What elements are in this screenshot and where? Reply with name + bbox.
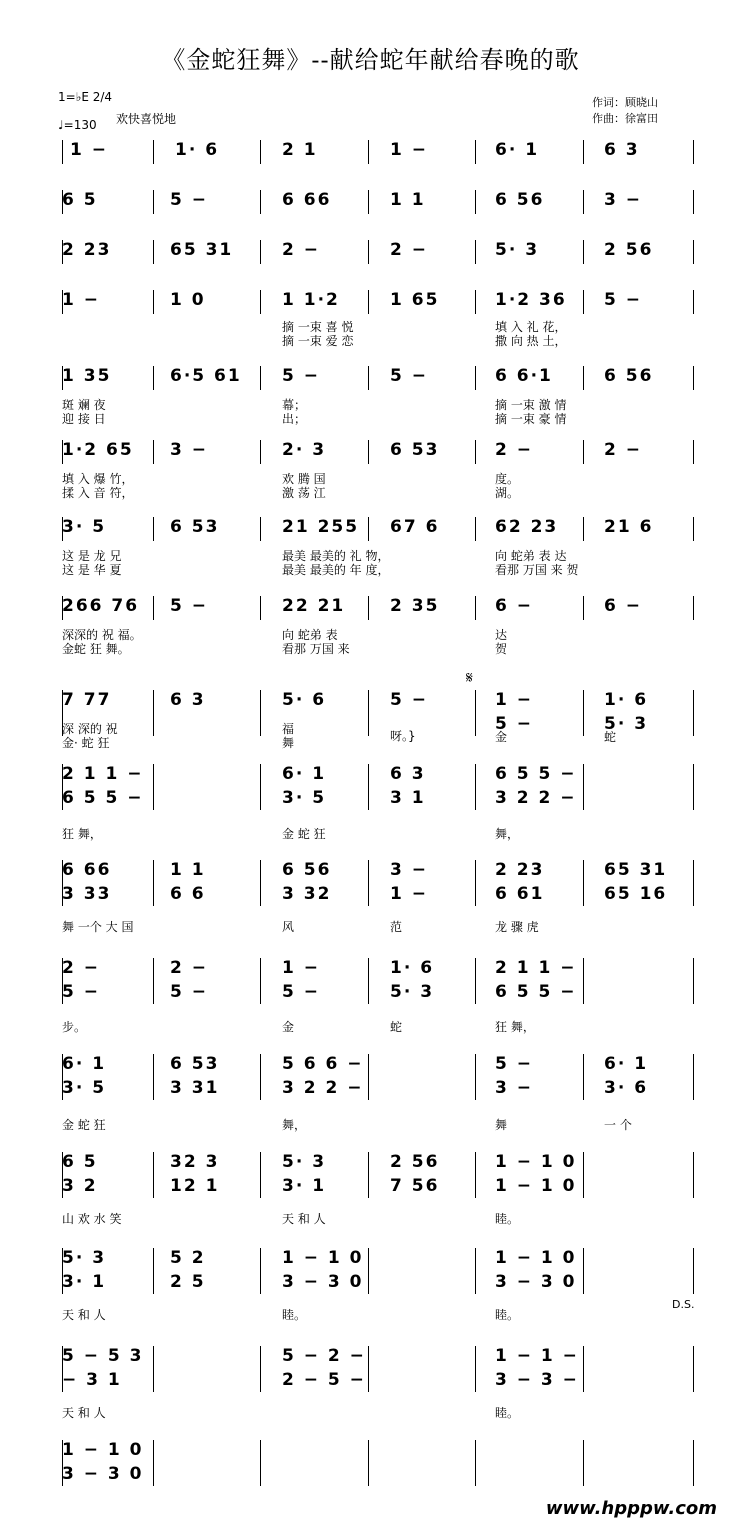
note-group: 2 1 [282,140,318,160]
bar-line [260,1346,261,1392]
bar-line [260,596,261,620]
note-group: 3 − 3 − [495,1370,579,1390]
lyric-line: 金 [282,1020,295,1034]
note-group: 6 66 [282,190,332,210]
lyric-line: 度。 [495,472,520,486]
composer-credit: 作曲：徐富田 [592,112,658,125]
note-group: 6· 1 [604,1054,649,1074]
bar-line [368,140,369,164]
lyric-line: 斑 斓 夜 [62,398,106,412]
note-group: 3 − [390,860,428,880]
bar-line [693,190,694,214]
bar-line [260,190,261,214]
bar-line [583,240,584,264]
lyric-line: 摘 一束 爱 恋 [282,334,354,348]
bar-line [693,860,694,906]
note-group: 5 − [170,596,208,616]
note-group: 3 − [604,190,642,210]
note-group: 5 − [495,1054,533,1074]
bar-line [583,366,584,390]
bar-line [260,958,261,1004]
lyric-line: 这 是 华 夏 [62,563,122,577]
note-group: 6 53 [170,1054,220,1074]
bar-line [583,140,584,164]
lyric-line: 这 是 龙 兄 [62,549,122,563]
note-group: 3· 6 [604,1078,649,1098]
bar-line [153,958,154,1004]
note-group: 2 − [62,958,100,978]
note-group: 5· 3 [390,982,435,1002]
note-group: 3 − [170,440,208,460]
lyric-line: 摘 一束 激 情 [495,398,567,412]
tempo-marking: ♩=130 [58,118,97,132]
lyric-line: 激 荡 江 [282,486,326,500]
note-group: 1 65 [390,290,440,310]
bar-line [368,1248,369,1294]
note-group: 2 23 [495,860,545,880]
lyric-line: 摘 一束 喜 悦 [282,320,354,334]
note-group: 1 − [495,690,533,710]
note-group: 7 77 [62,690,112,710]
lyric-line: 步。 [62,1020,87,1034]
bar-line [260,517,261,541]
note-group: 2 1 1 − [495,958,577,978]
bar-line [583,440,584,464]
note-group: 6 6 [170,884,206,904]
bar-line [368,190,369,214]
lyric-line: 睦。 [282,1308,307,1322]
note-group: 5 − 5 3 [62,1346,144,1366]
note-group: 5 6 6 − [282,1054,364,1074]
bar-line [153,1152,154,1198]
lyric-line: 龙 骤 虎 [495,920,539,934]
note-group: 2 − [390,240,428,260]
bar-line [260,366,261,390]
note-group: 1· 6 [604,690,649,710]
note-group: 2 1 1 − [62,764,144,784]
bar-line [153,517,154,541]
bar-line [475,1440,476,1486]
note-group: 6 56 [282,860,332,880]
bar-line [475,1152,476,1198]
bar-line [475,1248,476,1294]
bar-line [153,1054,154,1100]
lyric-line: 深 深的 祝 [62,722,118,736]
bar-line [475,366,476,390]
note-group: 5 − [390,366,428,386]
note-group: 5 − [390,690,428,710]
bar-line [475,440,476,464]
bar-line [475,140,476,164]
bar-line [153,1346,154,1392]
note-group: 1 − 1 − [495,1346,579,1366]
note-group: 6 5 5 − [495,764,577,784]
bar-line [368,440,369,464]
bar-line [475,596,476,620]
bar-line [368,240,369,264]
lyric-line: 深深的 祝 福。 [62,628,142,642]
lyric-line: 舞， [495,827,520,841]
note-group: 2 56 [390,1152,440,1172]
bar-line [153,140,154,164]
note-group: 6 5 [62,1152,98,1172]
note-group: 1·2 65 [62,440,134,460]
note-group: 2 − [495,440,533,460]
bar-line [260,290,261,314]
bar-line [583,596,584,620]
note-group: 6 6·1 [495,366,553,386]
lyric-line: 舞 一个 大 国 [62,920,134,934]
note-group: 3· 5 [62,517,107,537]
lyric-line: 最美 最美的 礼 物， [282,549,390,563]
lyric-line: 金蛇 狂 舞。 [62,642,130,656]
bar-line [260,764,261,810]
note-group: 3 31 [170,1078,220,1098]
bar-line [260,1440,261,1486]
note-group: 1 1 [390,190,426,210]
bar-line [583,290,584,314]
bar-line [693,1054,694,1100]
bar-line [153,690,154,736]
lyric-line: 出； [282,412,307,426]
note-group: 1 − 1 0 [495,1248,577,1268]
note-group: 6 61 [495,884,545,904]
lyric-line: 湖。 [495,486,520,500]
note-group: − 3 1 [62,1370,122,1390]
key-signature: 1=♭E 2/4 [58,90,113,104]
lyric-line: 福 [282,722,295,736]
note-group: 6 53 [390,440,440,460]
bar-line [693,240,694,264]
lyric-line: 迎 接 日 [62,412,106,426]
bar-line [368,1152,369,1198]
note-group: 1· 6 [175,140,220,160]
bar-line [693,517,694,541]
bar-line [583,764,584,810]
bar-line [260,690,261,736]
note-group: 5· 3 [62,1248,107,1268]
note-group: 2 − [170,958,208,978]
lyric-line: 幕； [282,398,307,412]
note-group: 65 16 [604,884,668,904]
bar-line [368,290,369,314]
bar-line [153,290,154,314]
bar-line [153,190,154,214]
note-group: 3 33 [62,884,112,904]
lyric-line: 风 [282,920,295,934]
note-group: 6 3 [604,140,640,160]
bar-line [368,860,369,906]
note-group: 5· 3 [604,714,649,734]
bar-line [693,290,694,314]
lyric-line: 金 [495,730,508,744]
note-group: 6 5 5 − [62,788,144,808]
note-group: 5· 3 [282,1152,327,1172]
note-group: 6· 1 [282,764,327,784]
note-group: 1 − [70,140,108,160]
note-group: 2 5 [170,1272,206,1292]
note-group: 3 2 [62,1176,98,1196]
note-group: 3 − 3 0 [495,1272,577,1292]
bar-line [368,517,369,541]
bar-line [260,860,261,906]
bar-line [368,764,369,810]
lyric-line: 撒 向 热 土， [495,334,567,348]
note-group: 1 − 1 0 [495,1176,577,1196]
note-group: 1 − 1 0 [282,1248,364,1268]
note-group: 6 5 5 − [495,982,577,1002]
bar-line [583,860,584,906]
bar-line [153,440,154,464]
note-group: 5· 3 [495,240,540,260]
note-group: 5 − [62,982,100,1002]
lyric-line: 蛇 [604,730,617,744]
bar-line [475,860,476,906]
note-group: 5 2 [170,1248,206,1268]
lyric-line: 睦。 [495,1212,520,1226]
bar-line [153,366,154,390]
lyric-line: 揉 入 音 符， [62,486,134,500]
note-group: 62 23 [495,517,559,537]
bar-line [583,517,584,541]
note-group: 2 56 [604,240,654,260]
note-group: 2· 3 [282,440,327,460]
note-group: 1 − [390,140,428,160]
watermark: www.hpppw.com [545,1498,717,1519]
bar-line [62,140,63,164]
note-group: 6· 1 [62,1054,107,1074]
segno-icon: 𝄋 [466,668,473,687]
note-group: 6· 1 [495,140,540,160]
note-group: 1 35 [62,366,112,386]
note-group: 5 − [604,290,642,310]
bar-line [693,764,694,810]
note-group: 3 32 [282,884,332,904]
note-group: 1 − 1 0 [495,1152,577,1172]
note-group: 3· 1 [62,1272,107,1292]
note-group: 2 − 5 − [282,1370,366,1390]
bar-line [368,690,369,736]
bar-line [693,1248,694,1294]
lyric-line: 舞 [282,736,295,750]
note-group: 5 − 2 − [282,1346,366,1366]
bar-line [583,1054,584,1100]
bar-line [260,1248,261,1294]
lyric-line: 呀。} [390,729,416,743]
note-group: 266 76 [62,596,140,616]
lyric-line: 天 和 人 [62,1308,106,1322]
bar-line [693,690,694,736]
lyric-line: 填 入 爆 竹， [62,472,134,486]
note-group: 1 − [282,958,320,978]
lyric-line: 看那 万国 来 [282,642,350,656]
lyric-line: 睦。 [495,1308,520,1322]
note-group: 65 31 [604,860,668,880]
note-group: 6 3 [390,764,426,784]
lyric-line: 向 蛇弟 表 [282,628,338,642]
note-group: 6 − [604,596,642,616]
bar-line [368,1054,369,1100]
note-group: 32 3 [170,1152,220,1172]
note-group: 5 − [495,714,533,734]
bar-line [475,190,476,214]
bar-line [693,1152,694,1198]
bar-line [693,596,694,620]
bar-line [260,1054,261,1100]
lyric-line: 范 [390,920,403,934]
bar-line [693,1346,694,1392]
note-group: 6 5 [62,190,98,210]
note-group: 21 6 [604,517,654,537]
bar-line [153,860,154,906]
bar-line [260,1152,261,1198]
lyric-line: 天 和 人 [62,1406,106,1420]
bar-line [153,1248,154,1294]
lyric-line: 欢 腾 国 [282,472,326,486]
bar-line [475,764,476,810]
bar-line [693,366,694,390]
note-group: 5 − [282,982,320,1002]
note-group: 2 − [282,240,320,260]
bar-line [693,958,694,1004]
note-group: 3· 1 [282,1176,327,1196]
lyric-line: 舞 [495,1118,508,1132]
note-group: 6 3 [170,690,206,710]
lyric-line: 贺 [495,642,508,656]
bar-line [583,1248,584,1294]
note-group: 1 1 [170,860,206,880]
note-group: 6 56 [495,190,545,210]
note-group: 3· 5 [282,788,327,808]
lyric-line: 一 个 [604,1118,632,1132]
bar-line [693,1440,694,1486]
bar-line [583,1152,584,1198]
lyricist-credit: 作词：顾晓山 [592,96,658,109]
bar-line [153,1440,154,1486]
lyric-line: 舞， [282,1118,307,1132]
lyric-line: 狂 舞， [495,1020,535,1034]
lyric-line: 金 蛇 狂 [282,827,326,841]
note-group: 1 − 1 0 [62,1440,144,1460]
note-group: 3· 5 [62,1078,107,1098]
lyric-line: 睦。 [495,1406,520,1420]
note-group: 3 2 2 − [282,1078,364,1098]
note-group: 6 56 [604,366,654,386]
bar-line [475,690,476,736]
bar-line [475,517,476,541]
lyric-line: 向 蛇弟 表 达 [495,549,567,563]
note-group: 6 53 [170,517,220,537]
bar-line [260,240,261,264]
bar-line [475,1346,476,1392]
note-group: 1·2 36 [495,290,567,310]
bar-line [368,366,369,390]
note-group: 65 31 [170,240,234,260]
lyric-line: 狂 舞， [62,827,102,841]
note-group: 3 − 3 0 [282,1272,364,1292]
note-group: 5 − [282,366,320,386]
note-group: 3 − [495,1078,533,1098]
lyric-line: 达 [495,628,508,642]
lyric-line: 天 和 人 [282,1212,326,1226]
note-group: 6 66 [62,860,112,880]
note-group: 12 1 [170,1176,220,1196]
bar-line [153,240,154,264]
bar-line [368,1346,369,1392]
bar-line [368,958,369,1004]
lyric-line: 蛇 [390,1020,403,1034]
bar-line [693,140,694,164]
expression-marking: 欢快喜悦地 [116,112,177,126]
bar-line [368,1440,369,1486]
lyric-line: 山 欢 水 笑 [62,1212,122,1226]
note-group: 21 255 [282,517,360,537]
note-group: 2 35 [390,596,440,616]
lyric-line: 最美 最美的 年 度， [282,563,390,577]
lyric-line: 金 蛇 狂 [62,1118,106,1132]
bar-line [475,290,476,314]
lyric-line: 金· 蛇 狂 [62,736,110,750]
note-group: 1· 6 [390,958,435,978]
note-group: 6 − [495,596,533,616]
note-group: 1 1·2 [282,290,340,310]
bar-line [153,596,154,620]
bar-line [583,690,584,736]
note-group: 3 2 2 − [495,788,577,808]
bar-line [368,596,369,620]
bar-line [583,1440,584,1486]
bar-line [260,140,261,164]
note-group: 2 23 [62,240,112,260]
bar-line [583,1346,584,1392]
note-group: 5 − [170,190,208,210]
bar-line [475,240,476,264]
note-group: 1 − [390,884,428,904]
bar-line [153,764,154,810]
note-group: 5· 6 [282,690,327,710]
note-group: 3 1 [390,788,426,808]
note-group: 1 − [62,290,100,310]
page-title: 《金蛇狂舞》--献给蛇年献给春晚的歌 [161,46,580,74]
lyric-line: 填 入 礼 花， [495,320,567,334]
bar-line [475,1054,476,1100]
bar-line [693,440,694,464]
bar-line [583,190,584,214]
note-group: 67 6 [390,517,440,537]
bar-line [583,958,584,1004]
note-group: 6·5 61 [170,366,242,386]
da-segno-marking: D.S. [672,1298,695,1311]
note-group: 2 − [604,440,642,460]
note-group: 5 − [170,982,208,1002]
note-group: 7 56 [390,1176,440,1196]
bar-line [260,440,261,464]
lyric-line: 看那 万国 来 贺 [495,563,579,577]
lyric-line: 摘 一束 豪 情 [495,412,567,426]
bar-line [475,958,476,1004]
note-group: 1 0 [170,290,206,310]
note-group: 22 21 [282,596,346,616]
note-group: 3 − 3 0 [62,1464,144,1484]
